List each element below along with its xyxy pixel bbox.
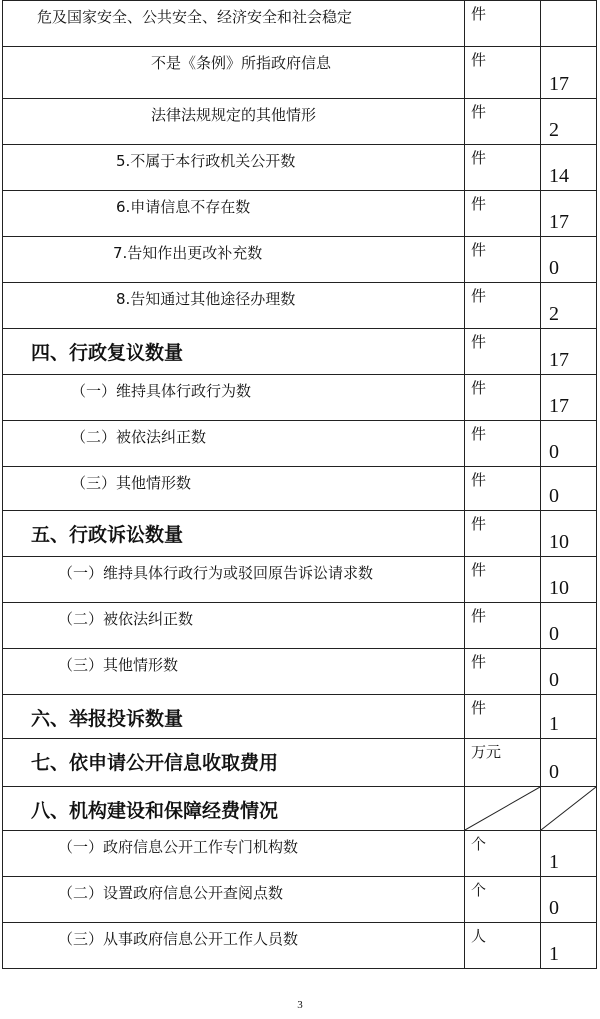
unit-cell: [465, 283, 541, 329]
table-row: [3, 739, 597, 787]
item-cell: [3, 99, 465, 145]
unit-cell: [465, 191, 541, 237]
value-number: 2: [549, 119, 559, 141]
unit-label: 件: [471, 241, 487, 259]
value-number: 17: [549, 211, 569, 233]
item-label: （三）其他情形数: [58, 656, 179, 674]
value-cell: [541, 283, 597, 329]
item-label: 法律法规规定的其他情形: [151, 106, 317, 124]
value-number: 0: [549, 669, 559, 691]
unit-cell: [465, 787, 541, 831]
unit-label: 件: [471, 333, 487, 351]
section-heading: 八、机构建设和保障经费情况: [31, 800, 279, 822]
item-label: （一）维持具体行政行为数: [71, 382, 252, 400]
item-cell: [3, 421, 465, 467]
unit-cell: [465, 99, 541, 145]
table-row: [3, 557, 597, 603]
table-row: [3, 329, 597, 375]
value-cell: [541, 145, 597, 191]
value-cell: [541, 467, 597, 511]
unit-cell: [465, 695, 541, 739]
item-label: （三）从事政府信息公开工作人员数: [58, 930, 299, 948]
unit-label: 件: [471, 195, 487, 213]
item-cell: [3, 283, 465, 329]
table-row: [3, 191, 597, 237]
table-row: [3, 47, 597, 99]
unit-label: 件: [471, 149, 487, 167]
unit-label: 个: [471, 881, 487, 899]
unit-label: 件: [471, 425, 487, 443]
item-cell: [3, 191, 465, 237]
item-label: （一）政府信息公开工作专门机构数: [58, 838, 299, 856]
unit-label: 件: [471, 653, 487, 671]
unit-label: 件: [471, 379, 487, 397]
value-cell: [541, 739, 597, 787]
value-number: 1: [549, 713, 559, 735]
table-row: [3, 237, 597, 283]
value-cell: [541, 603, 597, 649]
table-row: [3, 1, 597, 47]
unit-cell: [465, 557, 541, 603]
value-cell: [541, 237, 597, 283]
item-label: （一）维持具体行政行为或驳回原告诉讼请求数: [58, 564, 374, 582]
value-cell: [541, 877, 597, 923]
item-label: （二）被依法纠正数: [58, 610, 194, 628]
value-cell: [541, 191, 597, 237]
item-cell: [3, 739, 465, 787]
unit-cell: [465, 923, 541, 969]
diagonal-line: [541, 787, 596, 830]
table-row: [3, 923, 597, 969]
item-label: 5.不属于本行政机关公开数: [116, 152, 296, 170]
unit-cell: [465, 467, 541, 511]
item-cell: [3, 467, 465, 511]
item-cell: [3, 557, 465, 603]
table-row: [3, 831, 597, 877]
table-row: [3, 511, 597, 557]
item-label: 7.告知作出更改补充数: [113, 244, 263, 262]
item-cell: [3, 603, 465, 649]
unit-cell: [465, 511, 541, 557]
unit-label: 万元: [471, 743, 502, 761]
value-cell: [541, 47, 597, 99]
item-label: 危及国家安全、公共安全、经济安全和社会稳定: [37, 8, 353, 26]
value-cell: [541, 831, 597, 877]
unit-cell: [465, 329, 541, 375]
unit-cell: [465, 649, 541, 695]
item-cell: [3, 375, 465, 421]
diagonal-slash: [541, 787, 596, 830]
item-label: 8.告知通过其他途径办理数: [116, 290, 296, 308]
value-cell: [541, 511, 597, 557]
item-label: （三）其他情形数: [71, 474, 192, 492]
item-label: 不是《条例》所指政府信息: [151, 54, 332, 72]
item-cell: [3, 145, 465, 191]
table-row: [3, 283, 597, 329]
item-cell: [3, 831, 465, 877]
value-number: 0: [549, 761, 559, 783]
item-cell: [3, 695, 465, 739]
value-number: 0: [549, 485, 559, 507]
item-cell: [3, 237, 465, 283]
section-heading: 六、举报投诉数量: [31, 708, 184, 730]
section-heading: 四、行政复议数量: [31, 342, 184, 364]
unit-label: 个: [471, 835, 487, 853]
page-number: 3: [297, 999, 303, 1011]
section-heading: 七、依申请公开信息收取费用: [31, 752, 279, 774]
item-cell: [3, 787, 465, 831]
unit-label: 件: [471, 287, 487, 305]
value-number: 10: [549, 577, 569, 599]
unit-label: 件: [471, 103, 487, 121]
statistics-table: [2, 0, 597, 969]
unit-cell: [465, 375, 541, 421]
value-number: 2: [549, 303, 559, 325]
value-cell: [541, 329, 597, 375]
section-heading: 五、行政诉讼数量: [31, 524, 184, 546]
item-cell: [3, 923, 465, 969]
unit-label: 件: [471, 607, 487, 625]
value-number: 14: [549, 165, 569, 187]
item-label: （二）被依法纠正数: [71, 428, 207, 446]
value-cell: [541, 99, 597, 145]
unit-label: 件: [471, 471, 487, 489]
value-number: 0: [549, 257, 559, 279]
value-number: 1: [549, 851, 559, 873]
table-row: [3, 421, 597, 467]
value-number: 17: [549, 73, 569, 95]
table-row: [3, 375, 597, 421]
item-cell: [3, 329, 465, 375]
value-number: 10: [549, 531, 569, 553]
unit-label: 件: [471, 561, 487, 579]
value-number: 17: [549, 395, 569, 417]
value-number: 1: [549, 943, 559, 965]
item-cell: [3, 877, 465, 923]
unit-cell: [465, 145, 541, 191]
table-row: [3, 695, 597, 739]
value-number: 0: [549, 623, 559, 645]
value-number: 17: [549, 349, 569, 371]
item-label: （二）设置政府信息公开查阅点数: [58, 884, 284, 902]
value-cell: [541, 649, 597, 695]
unit-cell: [465, 603, 541, 649]
unit-label: 件: [471, 51, 487, 69]
table-row: [3, 877, 597, 923]
table-row: [3, 603, 597, 649]
unit-label: 件: [471, 515, 487, 533]
table-row: [3, 99, 597, 145]
table-row: [3, 787, 597, 831]
unit-cell: [465, 237, 541, 283]
unit-cell: [465, 1, 541, 47]
value-cell: [541, 557, 597, 603]
item-cell: [3, 511, 465, 557]
table-row: [3, 467, 597, 511]
value-cell: [541, 695, 597, 739]
item-cell: [3, 649, 465, 695]
value-cell: [541, 375, 597, 421]
value-cell: [541, 787, 597, 831]
unit-cell: [465, 877, 541, 923]
diagonal-line: [465, 787, 540, 830]
statistics-table-body: [3, 1, 597, 969]
item-label: 6.申请信息不存在数: [116, 198, 251, 216]
value-number: 0: [549, 897, 559, 919]
unit-cell: [465, 831, 541, 877]
unit-label: 人: [471, 927, 487, 945]
value-cell: [541, 1, 597, 47]
value-number: 0: [549, 441, 559, 463]
value-cell: [541, 923, 597, 969]
item-cell: [3, 47, 465, 99]
value-cell: [541, 421, 597, 467]
unit-label: 件: [471, 5, 487, 23]
item-cell: [3, 1, 465, 47]
unit-cell: [465, 421, 541, 467]
unit-cell: [465, 739, 541, 787]
table-row: [3, 145, 597, 191]
unit-cell: [465, 47, 541, 99]
diagonal-slash: [465, 787, 540, 830]
table-row: [3, 649, 597, 695]
unit-label: 件: [471, 699, 487, 717]
